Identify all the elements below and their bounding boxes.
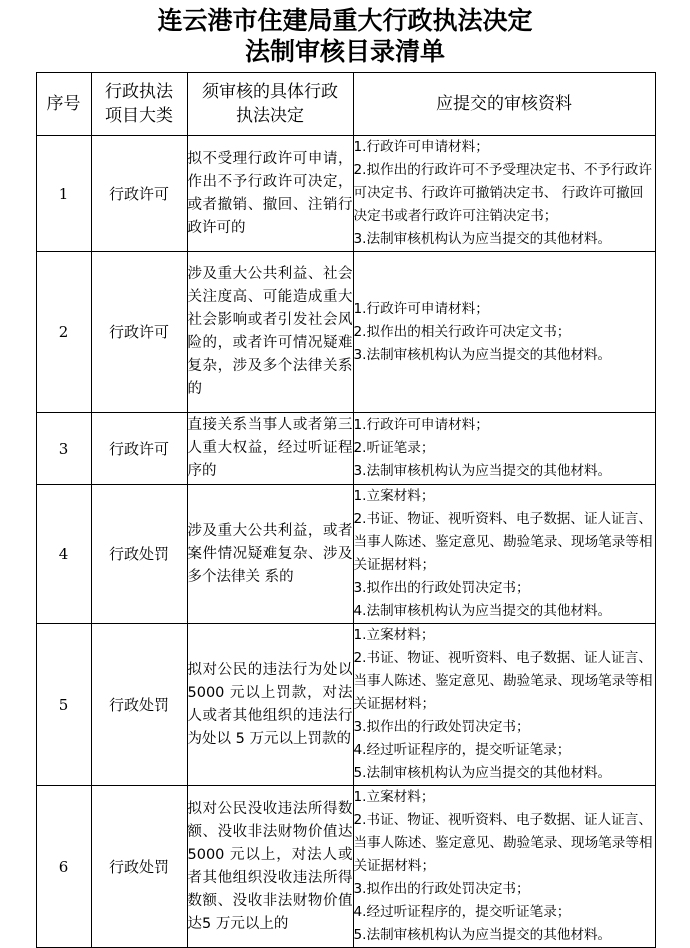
cell-required-documents [353, 786, 655, 948]
table-row [36, 485, 655, 624]
required-document-item: 1.行政许可申请材料； [353, 417, 489, 433]
cell-enforcement-category: 行政许可 [91, 413, 187, 485]
required-document-item: 3.拟作出的行政处罚决定书； [353, 881, 530, 897]
table-row [36, 252, 655, 413]
cell-enforcement-category: 行政处罚 [91, 624, 187, 786]
required-document-item: 3.法制审核机构认为应当提交的其他材料。 [353, 231, 612, 247]
required-document-item: 5.法制审核机构认为应当提交的其他材料。 [353, 927, 612, 943]
required-document-item: 2.拟作出的行政许可不予受理决定书、不予行政许可决定书、行政许可撤销决定书、 行政许可撤回决定书或者行政许可注销决定书； [353, 162, 652, 224]
cell-decision-description: 拟不受理行政许可申请，作出不予行政许可决定，或者撤销、撤回、注销行政许可的 [187, 136, 353, 252]
required-document-item: 2.书证、物证、视听资料、电子数据、证人证言、当事人陈述、鉴定意见、勘验笔录、现场笔录等相关证据材料； [353, 511, 653, 573]
cell-sequence-number: 6 [36, 786, 91, 948]
header-label-category-line-2: 项目大类 [105, 106, 173, 126]
header-label-item-line-2: 执法决定 [236, 106, 304, 126]
cell-sequence-number: 1 [36, 136, 91, 252]
header-label-category-line-1: 行政执法 [105, 82, 173, 102]
cell-decision-description: 拟对公民的违法行为处以5000 元以上罚款，对法人或者其他组织的违法行为处以 5 万元以上罚款的 [187, 624, 353, 786]
cell-required-documents [353, 624, 655, 786]
header-cell-item [187, 73, 353, 136]
cell-enforcement-category: 行政许可 [91, 252, 187, 413]
required-document-item: 2.听证笔录； [353, 440, 435, 456]
header-cell-docs [353, 73, 655, 136]
required-document-item: 1.立案材料； [353, 627, 435, 643]
review-catalog-table-wrapper [36, 72, 655, 948]
page-title-line-1: 连云港市住建局重大行政执法决定 [157, 6, 533, 35]
cell-required-documents [353, 413, 655, 485]
required-document-item: 1.行政许可申请材料； [353, 300, 489, 317]
required-document-item: 3.拟作出的行政处罚决定书； [353, 719, 530, 735]
page-title [0, 0, 690, 67]
page-title-line-2: 法制审核目录清单 [244, 37, 445, 66]
cell-sequence-number: 3 [36, 413, 91, 485]
cell-decision-description: 直接关系当事人或者第三人重大权益，经过听证程序的 [187, 413, 353, 485]
required-document-item: 4.经过听证程序的，提交听证笔录； [353, 904, 571, 920]
review-catalog-table [36, 72, 656, 948]
cell-sequence-number: 4 [36, 485, 91, 624]
required-document-item: 5.法制审核机构认为应当提交的其他材料。 [353, 765, 612, 781]
cell-required-documents [353, 252, 655, 413]
cell-required-documents [353, 136, 655, 252]
required-document-item: 2.书证、物证、视听资料、电子数据、证人证言、当事人陈述、鉴定意见、勘验笔录、现场笔录等相关证据材料； [353, 812, 653, 874]
cell-sequence-number: 2 [36, 252, 91, 413]
required-document-item: 1.立案材料； [353, 488, 435, 504]
required-document-item: 2.书证、物证、视听资料、电子数据、证人证言、当事人陈述、鉴定意见、勘验笔录、现场笔录等相关证据材料； [353, 650, 653, 712]
required-document-item: 3.法制审核机构认为应当提交的其他材料。 [353, 346, 612, 363]
table-row [36, 136, 655, 252]
required-document-item: 1.行政许可申请材料； [353, 139, 489, 155]
header-label-seq: 序号 [46, 94, 81, 114]
cell-enforcement-category: 行政处罚 [91, 786, 187, 948]
table-row [36, 786, 655, 948]
header-cell-category [91, 73, 187, 136]
required-document-item: 3.拟作出的行政处罚决定书； [353, 580, 530, 596]
cell-decision-description: 拟对公民没收违法所得数额、没收非法财物价值达5000 元以上，对法人或者其他组织没收违法所得数额、没收非法财物价值达5 万元以上的 [187, 786, 353, 948]
required-document-item: 4.法制审核机构认为应当提交的其他材料。 [353, 603, 612, 619]
header-label-docs: 应提交的审核资料 [436, 94, 572, 114]
required-document-item: 1.立案材料； [353, 789, 435, 805]
header-cell-seq [36, 73, 91, 136]
cell-decision-description: 涉及重大公共利益、社会关注度高、可能造成重大社会影响或者引发社会风险的，或者许可情况疑难复杂，涉及多个法律关系的 [187, 252, 353, 413]
required-document-item: 2.拟作出的相关行政许可决定文书； [353, 323, 571, 340]
table-row [36, 413, 655, 485]
required-document-item: 4.经过听证程序的，提交听证笔录； [353, 742, 571, 758]
header-label-item-line-1: 须审核的具体行政 [202, 82, 338, 102]
cell-enforcement-category: 行政处罚 [91, 485, 187, 624]
cell-sequence-number: 5 [36, 624, 91, 786]
cell-enforcement-category: 行政许可 [91, 136, 187, 252]
table-header-row [36, 73, 655, 136]
required-document-item: 3.法制审核机构认为应当提交的其他材料。 [353, 463, 612, 479]
table-row [36, 624, 655, 786]
cell-required-documents [353, 485, 655, 624]
cell-decision-description: 涉及重大公共利益，或者案件情况疑难复杂、涉及多个法律关 系的 [187, 485, 353, 624]
